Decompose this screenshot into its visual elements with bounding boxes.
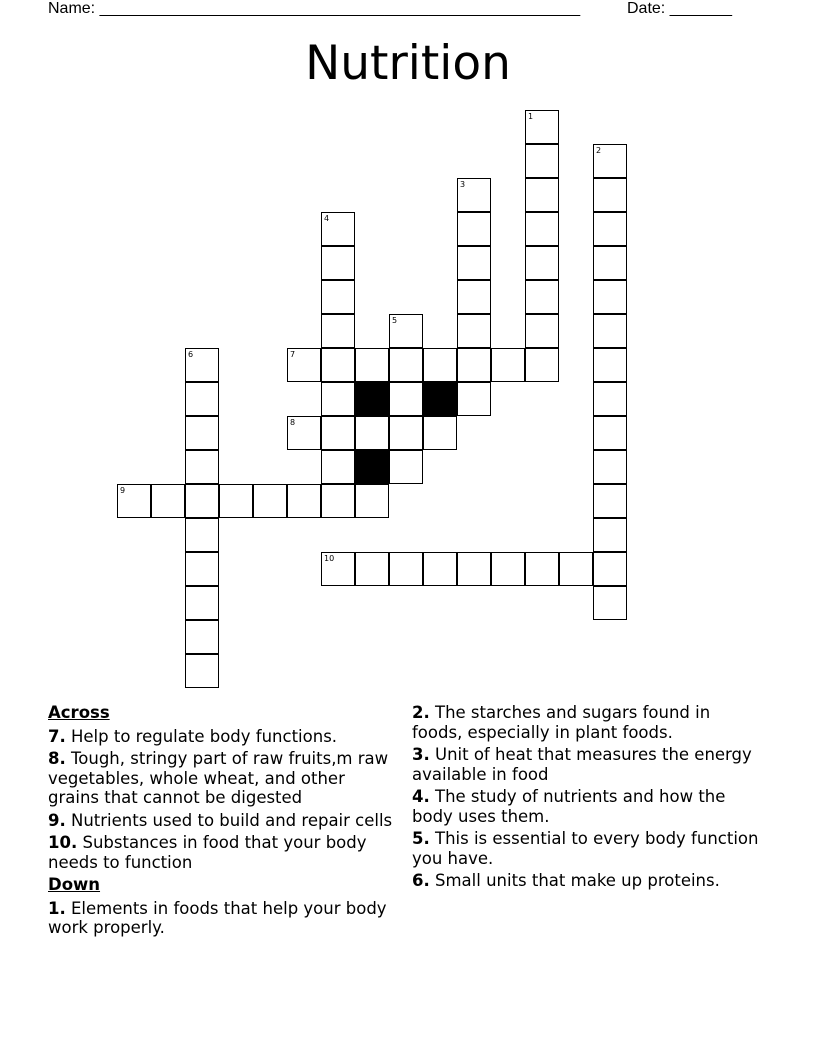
crossword-cell[interactable]: [423, 348, 457, 382]
clue-text: Help to regulate body functions.: [71, 726, 338, 746]
clue-number-label: 1: [528, 112, 534, 121]
clue-text: The starches and sugars found in foods, especially in plant foods.: [412, 703, 711, 742]
crossword-cell[interactable]: [185, 586, 219, 620]
crossword-cell[interactable]: [321, 552, 355, 586]
crossword-cell[interactable]: [525, 212, 559, 246]
across-heading: Across: [48, 703, 110, 722]
crossword-cell[interactable]: [457, 212, 491, 246]
clue-number: 10.: [48, 833, 78, 852]
crossword-cell[interactable]: [287, 484, 321, 518]
crossword-cell[interactable]: [219, 484, 253, 518]
crossword-cell[interactable]: [321, 212, 355, 246]
crossword-cell[interactable]: [321, 348, 355, 382]
crossword-cell[interactable]: [593, 348, 627, 382]
clue-text: Elements in foods that help your body work properly.: [48, 898, 387, 937]
crossword-cell[interactable]: [457, 348, 491, 382]
crossword-cell[interactable]: [321, 246, 355, 280]
crossword-cell[interactable]: [593, 382, 627, 416]
clues-right-column: [412, 703, 762, 894]
crossword-cell[interactable]: [593, 280, 627, 314]
crossword-cell[interactable]: [491, 348, 525, 382]
clue-text: Small units that make up proteins.: [435, 871, 720, 890]
crossword-cell[interactable]: [457, 314, 491, 348]
clue-number: 4.: [412, 787, 430, 806]
clue-across-8: [48, 749, 398, 808]
crossword-cell[interactable]: [593, 144, 627, 178]
crossword-cell[interactable]: [423, 416, 457, 450]
clue-number-label: 6: [188, 350, 194, 359]
clue-number-label: 2: [596, 146, 602, 155]
crossword-cell[interactable]: [321, 484, 355, 518]
crossword-cell[interactable]: [355, 416, 389, 450]
date-field-label: Date: _______: [627, 0, 732, 17]
clues-left-column: [48, 703, 398, 941]
crossword-cell[interactable]: [185, 654, 219, 688]
clue-number: 3.: [412, 745, 430, 764]
crossword-cell[interactable]: [355, 552, 389, 586]
crossword-cell[interactable]: [593, 212, 627, 246]
clue-number: 7.: [48, 726, 66, 746]
clue-text: Nutrients used to build and repair cells: [71, 810, 393, 830]
clue-text: The study of nutrients and how the body uses them.: [412, 787, 726, 826]
crossword-cell[interactable]: [593, 178, 627, 212]
crossword-cell[interactable]: [185, 620, 219, 654]
page-title: Nutrition: [305, 36, 511, 91]
crossword-cell-blocked: [355, 450, 389, 484]
crossword-cell[interactable]: [457, 552, 491, 586]
clue-number: 5.: [412, 829, 430, 848]
crossword-cell[interactable]: [457, 246, 491, 280]
crossword-cell[interactable]: [185, 518, 219, 552]
crossword-cell[interactable]: [525, 348, 559, 382]
crossword-cell[interactable]: [525, 314, 559, 348]
crossword-cell[interactable]: [321, 416, 355, 450]
crossword-cell[interactable]: [389, 552, 423, 586]
crossword-cell[interactable]: [287, 348, 321, 382]
crossword-cell[interactable]: [593, 416, 627, 450]
crossword-cell[interactable]: [151, 484, 185, 518]
crossword-cell[interactable]: [185, 348, 219, 382]
crossword-cell[interactable]: [355, 484, 389, 518]
crossword-cell[interactable]: [287, 416, 321, 450]
clue-text: This is essential to every body function you have.: [412, 829, 759, 868]
clue-number: 6.: [412, 871, 430, 890]
clue-across-7: [48, 727, 398, 747]
crossword-cell[interactable]: [457, 382, 491, 416]
clue-number-label: 8: [290, 418, 296, 427]
clue-number: 9.: [48, 810, 66, 830]
clue-number-label: 5: [392, 316, 398, 325]
clue-across-9: [48, 811, 398, 831]
clue-text: Substances in food that your body needs to function: [48, 833, 367, 872]
clue-text: Tough, stringy part of raw fruits,m raw vegetables, whole wheat, and other grains that cannot be digested: [48, 749, 389, 807]
crossword-cell[interactable]: [593, 484, 627, 518]
clue-down-4: [412, 787, 762, 826]
crossword-cell[interactable]: [525, 280, 559, 314]
crossword-cell[interactable]: [185, 552, 219, 586]
crossword-cell[interactable]: [525, 246, 559, 280]
clue-number: 2.: [412, 703, 430, 722]
clue-number: 8.: [48, 749, 66, 768]
crossword-cell[interactable]: [185, 382, 219, 416]
crossword-cell[interactable]: [321, 382, 355, 416]
crossword-cell[interactable]: [525, 144, 559, 178]
crossword-cell-blocked: [423, 382, 457, 416]
crossword-cell[interactable]: [253, 484, 287, 518]
crossword-cell[interactable]: [525, 110, 559, 144]
crossword-cell[interactable]: [423, 552, 457, 586]
crossword-cell[interactable]: [117, 484, 151, 518]
clue-text: Unit of heat that measures the energy available in food: [412, 745, 752, 784]
crossword-cell[interactable]: [457, 178, 491, 212]
clue-down-1: [48, 899, 398, 938]
clue-down-3: [412, 745, 762, 784]
crossword-cell[interactable]: [593, 246, 627, 280]
clue-down-5: [412, 829, 762, 868]
crossword-cell[interactable]: [593, 518, 627, 552]
clue-across-10: [48, 833, 398, 872]
crossword-cell[interactable]: [389, 382, 423, 416]
crossword-cell[interactable]: [593, 552, 627, 586]
clue-number-label: 9: [120, 486, 126, 495]
crossword-cell[interactable]: [559, 552, 593, 586]
crossword-cell[interactable]: [321, 314, 355, 348]
crossword-cell[interactable]: [389, 416, 423, 450]
down-heading: Down: [48, 875, 101, 894]
crossword-cell-blocked: [355, 382, 389, 416]
crossword-cell[interactable]: [185, 416, 219, 450]
crossword-cell[interactable]: [321, 450, 355, 484]
crossword-cell[interactable]: [185, 484, 219, 518]
crossword-cell[interactable]: [457, 280, 491, 314]
crossword-cell[interactable]: [185, 450, 219, 484]
crossword-cell[interactable]: [389, 314, 423, 348]
clue-down-6: [412, 871, 762, 891]
name-field-label: Name: ______________________________________________________: [48, 0, 581, 17]
clue-number-label: 7: [290, 350, 296, 359]
crossword-cell[interactable]: [321, 280, 355, 314]
clue-down-2: [412, 703, 762, 742]
clue-number: 1.: [48, 898, 66, 918]
crossword-cell[interactable]: [389, 450, 423, 484]
crossword-cell[interactable]: [491, 552, 525, 586]
crossword-cell[interactable]: [593, 586, 627, 620]
clue-number-label: 10: [324, 554, 335, 563]
clue-number-label: 4: [324, 214, 330, 223]
clue-number-label: 3: [460, 180, 466, 189]
crossword-cell[interactable]: [389, 348, 423, 382]
crossword-cell[interactable]: [593, 450, 627, 484]
crossword-cell[interactable]: [593, 314, 627, 348]
crossword-cell[interactable]: [525, 178, 559, 212]
crossword-cell[interactable]: [525, 552, 559, 586]
crossword-cell[interactable]: [355, 348, 389, 382]
